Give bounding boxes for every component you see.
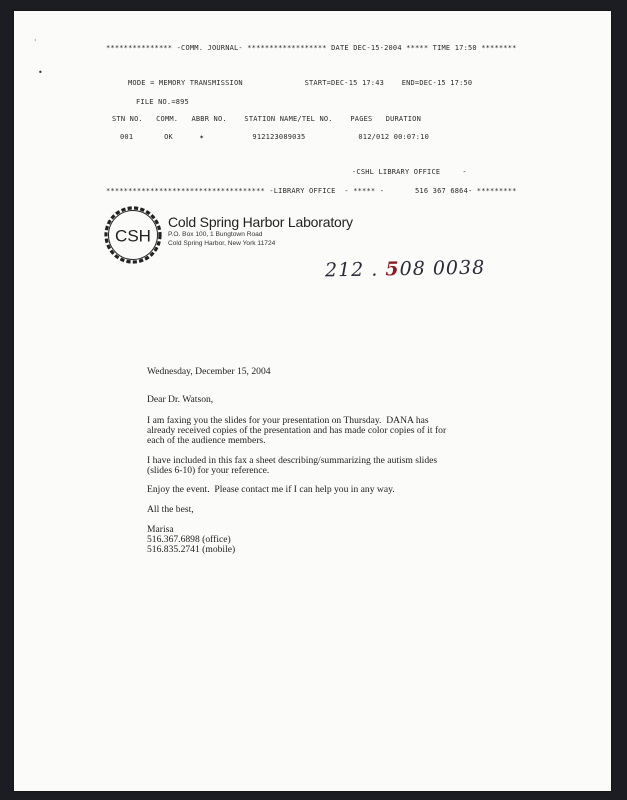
fax-journal-line: *************** -COMM. JOURNAL- ****************** DATE DEC-15-2004 ***** TIME 17:50 ********: [106, 44, 517, 52]
fax-mode-line: MODE = MEMORY TRANSMISSION START=DEC-15 17:43 END=DEC-15 17:50: [128, 79, 473, 87]
fax-file-number: FILE NO.=895: [136, 98, 189, 106]
csh-logo-icon: [102, 204, 164, 266]
letter-salutation: Dear Dr. Watson,: [147, 394, 214, 405]
phone-mobile: 516.835.2741 (mobile): [147, 544, 236, 555]
letter-paragraph-2-line-1: I have included in this fax a sheet describing/summarizing the autism slides: [147, 455, 438, 466]
fax-library-line: ************************************ -LIBRARY OFFICE - ***** - 516 367 6864- *********: [106, 187, 517, 195]
stray-mark: ·: [34, 36, 37, 45]
fax-office-line: -CSHL LIBRARY OFFICE -: [352, 168, 467, 176]
phone-office: 516.367.6898 (office): [147, 534, 231, 545]
letter-paragraph-3: Enjoy the event. Please contact me if I can help you in any way.: [147, 484, 395, 495]
stray-mark: •: [38, 68, 43, 77]
fax-table-header: STN NO. COMM. ABBR NO. STATION NAME/TEL NO. PAGES DURATION: [112, 115, 422, 123]
letter-paragraph-1-line-2: already received copies of the presentation and has made color copies of it for: [147, 425, 447, 436]
organization-name: Cold Spring Harbor Laboratory: [168, 214, 353, 230]
letter-paragraph-1-line-1: I am faxing you the slides for your presentation on Thursday. DANA has: [147, 415, 429, 426]
letter-date: Wednesday, December 15, 2004: [147, 366, 271, 377]
letter-paragraph-1-line-3: each of the audience members.: [147, 435, 266, 446]
handwritten-fax-number: [325, 257, 486, 282]
letter-closing: All the best,: [147, 504, 194, 515]
handwritten-highlight: 5: [385, 258, 400, 281]
address-line-1: P.O. Box 100, 1 Bungtown Road: [168, 231, 263, 238]
fax-page: [14, 11, 611, 791]
signature-name: Marisa: [147, 524, 174, 535]
fax-table-row: 001 OK ✶ 912123089035 012/012 00:07:10: [120, 133, 430, 141]
letter-paragraph-2-line-2: (slides 6-10) for your reference.: [147, 465, 270, 476]
handwritten-suffix: 08 0038: [399, 256, 486, 281]
logo-text: CSH: [115, 226, 151, 246]
handwritten-prefix: 212 .: [324, 258, 386, 282]
address-line-2: Cold Spring Harbor, New York 11724: [168, 240, 276, 247]
